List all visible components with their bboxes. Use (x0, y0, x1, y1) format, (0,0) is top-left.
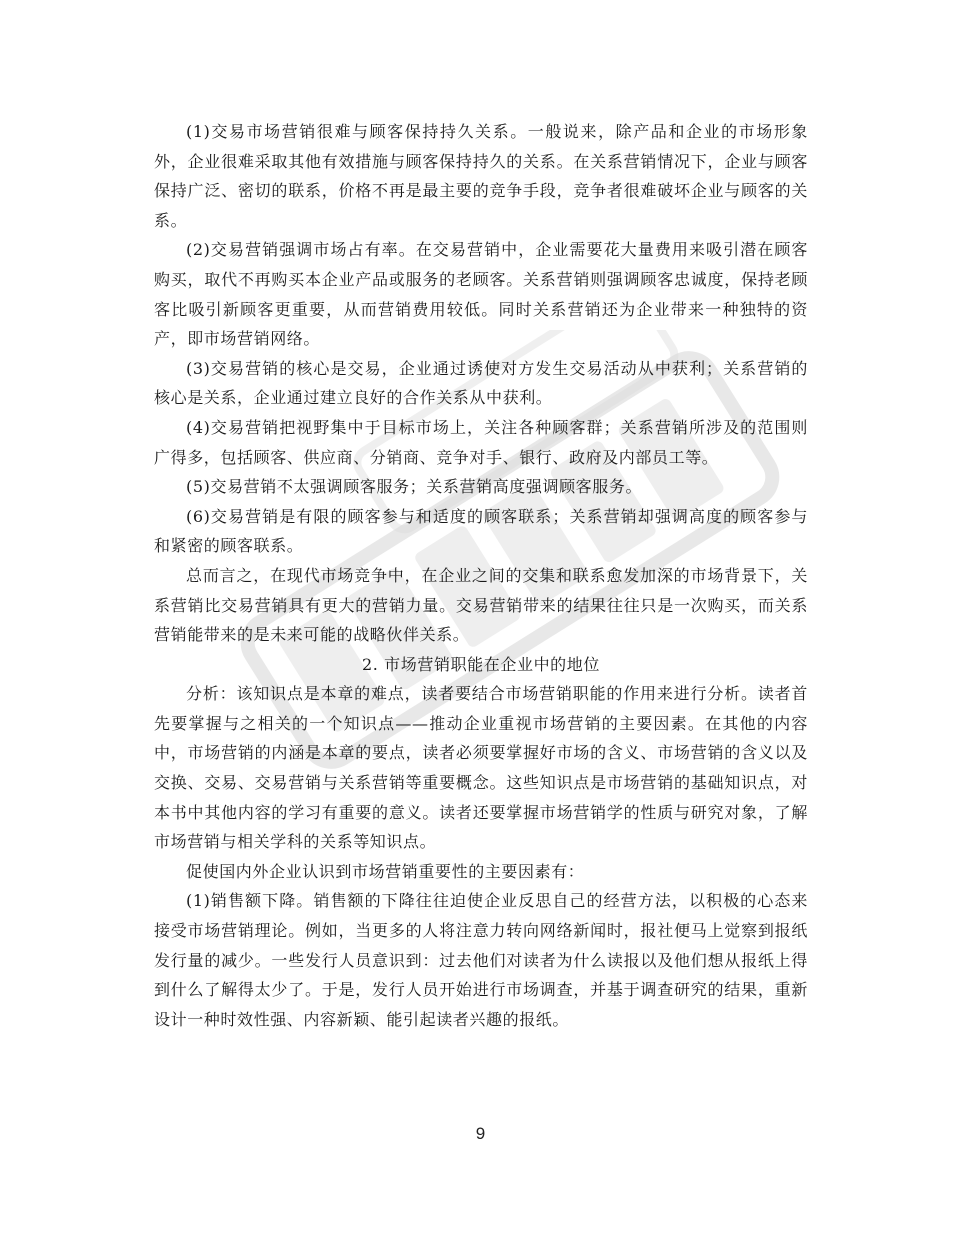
paragraph-6: (6)交易营销是有限的顾客参与和适度的顾客联系；关系营销却强调高度的顾客参与和紧密的顾客联系。 (154, 506, 808, 556)
paragraph-2: (2)交易营销强调市场占有率。在交易营销中，企业需要花大量费用来吸引潜在顾客购买，取代不再购买本企业产品或服务的老顾客。关系营销则强调顾客忠诚度，保持老顾客比吸引新顾客更重要，从而营销费用较低。同时关系营销还为企业带来一种独特的资产，即市场营销网络。 (154, 240, 808, 349)
paragraph-4: (4)交易营销把视野集中于目标市场上，关注各种顾客群；关系营销所涉及的范围则广得多，包括顾客、供应商、分销商、竞争对手、银行、政府及内部员工等。 (154, 417, 808, 467)
paragraph-1: (1)交易市场营销很难与顾客保持持久关系。一般说来，除产品和企业的市场形象外，企业很难采取其他有效措施与顾客保持持久的关系。在关系营销情况下，企业与顾客保持广泛、密切的联系，价格不再是最主要的竞争手段，竞争者很难破坏企业与顾客的关系。 (154, 122, 808, 230)
paragraph-7: 总而言之，在现代市场竞争中，在企业之间的交集和联系愈发加深的市场背景下，关系营销比交易营销具有更大的营销力量。交易营销带来的结果往往只是一次购买，而关系营销能带来的是未来可能的战略伙伴关系。 (154, 565, 808, 645)
paragraph-factors-intro: 促使国内外企业认识到市场营销重要性的主要因素有： (186, 861, 585, 881)
paragraph-5: (5)交易营销不太强调顾客服务；关系营销高度强调顾客服务。 (186, 477, 643, 497)
page-number: 9 (475, 1124, 486, 1143)
section-heading: 2. 市场营销职能在企业中的地位 (362, 654, 600, 674)
paragraph-analysis: 分析：该知识点是本章的难点，读者要结合市场营销职能的作用来进行分析。读者首先要掌握与之相关的一个知识点——推动企业重视市场营销的主要因素。在其他的内容中，市场营销的内涵是本章的要点，读者必须要掌握好市场的含义、市场营销的含义以及交换、交易、交易营销与关系营销等重要概念。这些知识点是市场营销的基础知识点，对本书中其他内容的学习有重要的意义。读者还要掌握市场营销学的性质与研究对象，了解市场营销与相关学科的关系等知识点。 (154, 684, 808, 852)
paragraph-3: (3)交易营销的核心是交易，企业通过诱使对方发生交易活动从中获利；关系营销的核心是关系，企业通过建立良好的合作关系从中获利。 (154, 358, 808, 408)
document-body (154, 117, 808, 1034)
paragraph-factor-1: (1)销售额下降。销售额的下降往往迫使企业反思自己的经营方法，以积极的心态来接受市场营销理论。例如，当更多的人将注意力转向网络新闻时，报社便马上觉察到报纸发行量的减少。一些发行人员意识到：过去他们对读者为什么读报以及他们想从报纸上得到什么了解得太少了。于是，发行人员开始进行市场调查，并基于调查研究的结果，重新设计一种时效性强、内容新颖、能引起读者兴趣的报纸。 (154, 891, 808, 1029)
